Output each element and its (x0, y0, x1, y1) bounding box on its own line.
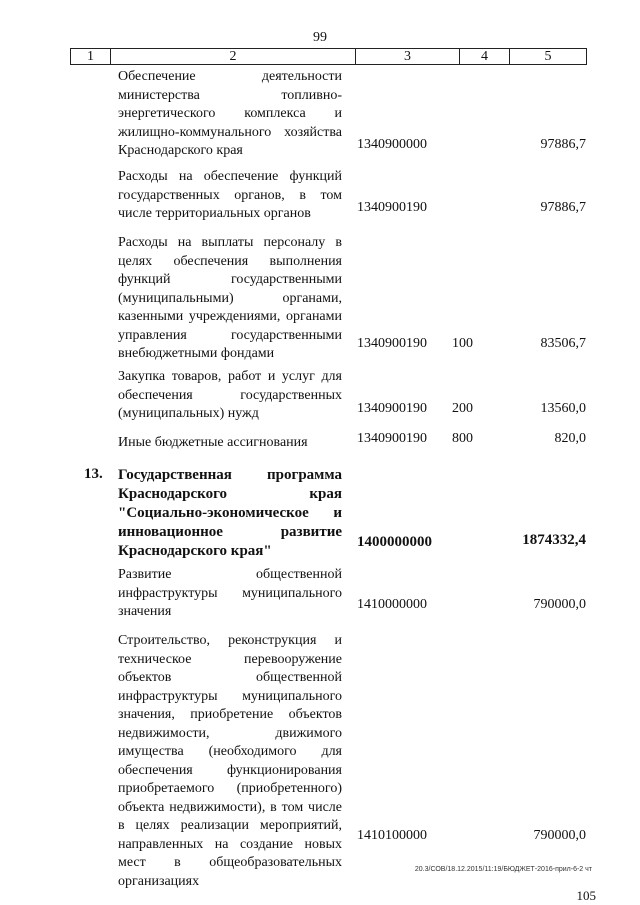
header-col-3: 3 (356, 49, 460, 64)
row-code: 1340900190 (357, 401, 427, 416)
bottom-page-number: 105 (576, 888, 596, 903)
header-col-1: 1 (71, 49, 111, 64)
row-description: Государственная программа Краснодарского края "Социально-экономическое и инновационное развитие Краснодарского края" (118, 467, 342, 559)
row-amount: 790000,0 (533, 828, 586, 843)
row-expense-type: 200 (452, 401, 473, 416)
header-col-2: 2 (111, 49, 356, 64)
table-header (70, 48, 587, 65)
row-code: 1340900190 (357, 336, 427, 351)
row-description: Строительство, реконструкция и техническое перевооружение объектов общественной инфраструктуры муниципального значения, приобретение объектов недвижимости, движимого имущества (необходимого для обеспечения функционирования приобретаемого (приобретенного) объекта недвижимости), в том числе в целях реализации мероприятий, направленных на создание новых мест в общеобразовательных организациях (118, 633, 342, 889)
row-number: 13. (84, 466, 103, 482)
row-amount: 83506,7 (540, 336, 586, 351)
row-amount: 13560,0 (540, 401, 586, 416)
row-amount: 820,0 (554, 431, 586, 446)
row-code: 1340900000 (357, 137, 427, 152)
row-description: Расходы на обеспечение функций государственных органов, в том числе территориальных органов (118, 169, 342, 221)
row-code: 1340900190 (357, 431, 427, 446)
row-expense-type: 100 (452, 336, 473, 351)
row-code: 1340900190 (357, 200, 427, 215)
row-description: Расходы на выплаты персоналу в целях обеспечения выполнения функций государственными (муниципальными) органами, казенными учреждениями, органами управления государственными внебюджетными фондами (118, 235, 342, 361)
row-code: 1410100000 (357, 828, 427, 843)
row-description: Иные бюджетные ассигнования (118, 435, 308, 450)
header-col-5: 5 (544, 49, 552, 64)
header-col-4: 4 (460, 49, 510, 64)
row-code: 1410000000 (357, 597, 427, 612)
footer-reference: 20.3/СОВ/18.12.2015/11:19/БЮДЖЕТ-2016-прил-6-2 чт (414, 866, 592, 873)
row-amount: 1874332,4 (522, 532, 586, 548)
page-number: 99 (313, 30, 327, 45)
row-amount: 790000,0 (533, 597, 586, 612)
row-expense-type: 800 (452, 431, 473, 446)
row-amount: 97886,7 (540, 137, 586, 152)
row-description: Развитие общественной инфраструктуры муниципального значения (118, 567, 342, 619)
row-amount: 97886,7 (540, 200, 586, 215)
row-code: 1400000000 (357, 534, 432, 550)
row-description: Обеспечение деятельности министерства топливно-энергетического комплекса и жилищно-коммунального хозяйства Краснодарского края (118, 69, 342, 158)
row-description: Закупка товаров, работ и услуг для обеспечения государственных (муниципальных) нужд (118, 369, 342, 421)
